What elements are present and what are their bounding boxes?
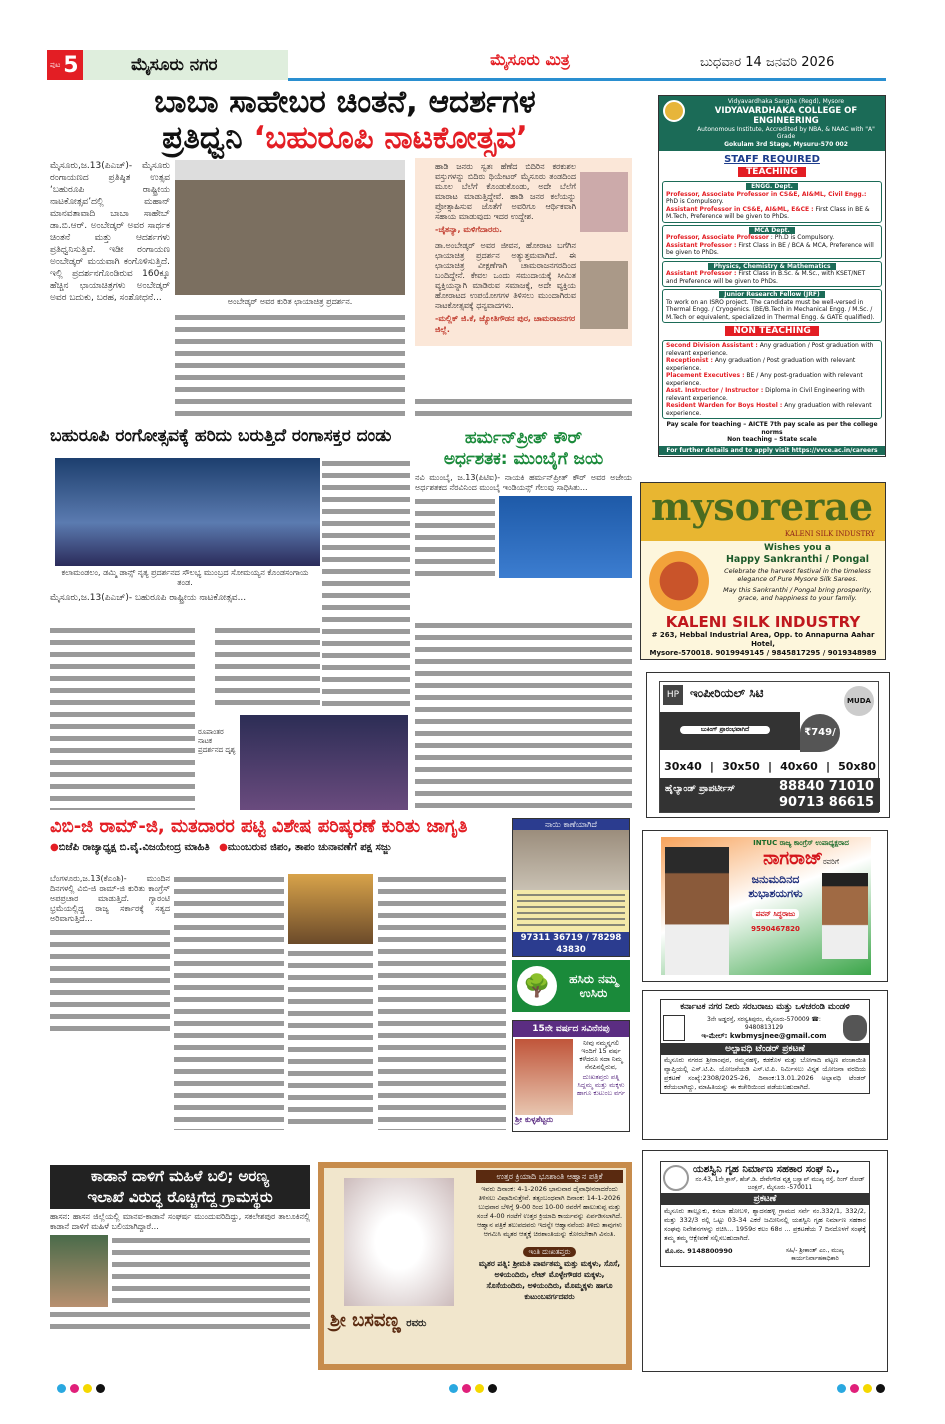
story3-header	[50, 816, 510, 854]
vvce-nt-position	[666, 372, 878, 387]
memorial-row	[513, 1037, 629, 1127]
obituary-photo	[344, 1178, 454, 1306]
imperial-company: ಹೈಲ್ಯಾಂಡ್ ಪ್ರಾಪರ್ಟೀಸ್	[665, 784, 736, 794]
vvce-dept-title: MCA Dept.	[749, 227, 795, 234]
pavan-photo	[822, 873, 868, 959]
mysorerae-contact: Mysore-570018. 9019949145 / 9845817295 / 9019348989	[649, 649, 877, 657]
vvce-addr: Gokulam 3rd Stage, Mysuru-570 002	[724, 140, 848, 148]
story4-columns-2	[50, 1309, 310, 1333]
tender-body: ಮೈಸೂರು ನಗರದ ಶ್ರೀರಾಂಪುರ, ರಮ್ಮನಹಳ್ಳಿ, ಕಡಕೊಳ ಮತ್ತು ಬೋಗಾದಿ ಪಟ್ಟಣ ಪಂಚಾಯಿತಿ ವ್ಯಾಪ್ತಿಯಲ್ಲಿ ಎಸ್.ಟಿ.ಪಿ. ಯೋಜನೆಯಡಿ ಎಸ್.ಟಿ.ಪಿ. ನಿರ್ಮಿಸಲು ವಿಸ್ತೃತ ಯೋಜನಾ ವರದಿಯ ಪ್ರಕಟಣೆ ಸಂಖ್ಯೆ:2308/2025-26, ದಿನಾಂಕ:13.01.2026 ಅಲ್ಪಾವಧಿ ಟೆಂಡರ್ ಕರೆಯಲಾಗಿದ್ದು, ಮಾಹಿತಿಯನ್ನು ಈ ಕಚೇರಿಯಿಂದ ಪಡೆಯಬಹುದಾಗಿದೆ.	[664, 1056, 866, 1091]
nagaraj-ad	[642, 830, 888, 982]
story4-headline-1: ಕಾಡಾನೆ ದಾಳಿಗೆ ಮಹಿಳೆ ಬಲಿ; ಅರಣ್ಯ	[90, 1167, 270, 1185]
dog-ad-details	[517, 892, 625, 930]
vvce-non-teaching-list	[662, 340, 882, 419]
lead-body-columns	[175, 312, 405, 418]
vvce-society: Vidyavardhaka Sangha (Regd), Mysore	[727, 98, 845, 105]
vvce-position-req: Any graduation / Post graduation with relevant experience.	[666, 342, 874, 357]
nagaraj-wish-2: ಶುಭಾಶಯಗಳು	[748, 887, 803, 900]
story4-block	[50, 1165, 310, 1333]
vvce-nt-position	[666, 342, 878, 357]
vvce-position-req: First Class in BE / BCA & MCA, Preference will be given to PhDs.	[666, 241, 874, 256]
memorial-title: 15ನೇ ವರ್ಷದ ಸವಿನೆನಪು	[513, 1021, 629, 1037]
yashaswini-contact: ಮೊ.ನಂ. 9148800990	[665, 1247, 733, 1255]
vvce-logo-icon	[663, 100, 685, 122]
quote-1-author: -ಚೈತನ್ಯಾ, ಮಳಿಗೆದಾರರು.	[435, 225, 503, 234]
section-label: ಮೈಸೂರು ನಗರ	[83, 50, 288, 80]
memorial-photo	[515, 1039, 573, 1115]
date: ಬುಧವಾರ 14 ಜನವರಿ 2026	[700, 55, 835, 70]
vvce-position-title: Assistant Professor in CS&E, AI&ML, E&CE :	[666, 205, 814, 213]
vvce-jrf-title: Junior Research Fellow (JRF)	[719, 291, 824, 298]
mysorerae-ad	[640, 482, 886, 660]
vvce-position-title: Assistant Professor :	[666, 241, 737, 249]
sports-columns	[415, 496, 495, 578]
obituary-title: ಉತ್ತರ ಕ್ರಿಯಾದಿ ಭೂಶಾಂತಿ ಆಹ್ವಾನ ಪತ್ರಿಕೆ	[476, 1170, 623, 1183]
size-option: 30x40	[664, 760, 702, 773]
lead-headline-1: ಬಾಬಾ ಸಾಹೇಬರ ಚಿಂತನೆ, ಆದರ್ಶಗಳ	[154, 84, 536, 120]
story3-body: ಬೆಂಗಳೂರು,ಜ.13(ಕೆಎಂಶಿ)- ಮುಂದಿನ ದಿನಗಳಲ್ಲಿ ವಿಬಿ-ಜಿ ರಾಮ್-ಜಿ ಕುರಿತು ಕಾಂಗ್ರೆಸ್ ಅಪಪ್ರಚಾರ ಮಾಡುತ್ತಿದೆ. ಗ್ಯಾರಂಟಿ ಭ್ರಮೆಯಲ್ಲಿದ್ದ ರಾಜ್ಯ ಸರ್ಕಾರಕ್ಕೆ ಸತ್ಯದ ಅರಿವಾಗುತ್ತಿದೆ...	[50, 874, 170, 923]
quote-1-row	[435, 162, 628, 235]
lead-headline-2	[50, 120, 640, 156]
mysorerae-company: KALENI SILK INDUSTRY	[665, 613, 861, 631]
story3-sub-2: ಮುಂಬರುವ ಜಿಪಂ, ತಾಪಂ ಚುನಾವಣೆಗೆ ಪಕ್ಷ ಸಜ್ಜು	[227, 842, 392, 853]
nagaraj-text	[731, 837, 871, 975]
lead-headline-2a: ಪ್ರತಿಧ್ವನಿ	[162, 120, 254, 156]
vvce-position	[666, 242, 878, 257]
nagaraj-name: ನಾಗರಾಜ್	[763, 848, 823, 869]
vvce-position	[666, 234, 878, 242]
memorial-name: ಶ್ರೀ ಕುಳ್ಳಶೆಟ್ಟರು	[515, 1115, 554, 1124]
yashaswini-body: ಮೈಸೂರು ತಾಲ್ಲೂಕು, ಕಸಬಾ ಹೋಬಳಿ, ಶ್ಯಾದನಹಳ್ಳಿ ಗ್ರಾಮದ ಸರ್ವೆ ನಂ.332/1, 332/2, ಮತ್ತು 332/3 ರಲ್ಲಿ ಒಟ್ಟು 03-34 ಎಕರೆ ಜಮೀನಿನಲ್ಲಿ ಯಶಸ್ವಿನಿ ಗೃಹ ನಿರ್ಮಾಣ ಸಹಕಾರ ಸಂಘವು ನಿವೇಶನಗಳನ್ನು ರಚಿಸಿ... 1959ರ ಕಲಂ 68ರ ... ಪ್ರಕಟಣೆಯ 7 ದಿನದೊಳಗೆ ಸಂಘಕ್ಕೆ ತಮ್ಮ ತಮ್ಮ ಆಕ್ಷೇಪಣೆ ಸಲ್ಲಿಸಬಹುದಾಗಿದೆ.	[664, 1207, 866, 1242]
story2-headline: ಬಹುರೂಪಿ ರಂಗೋತ್ಸವಕ್ಕೆ ಹರಿದು ಬರುತ್ತಿದೆ ರಂಗಾಸಕ್ತರ ದಂಡು	[50, 426, 392, 446]
vvce-position-req: : Ph.D is Compulsory.	[768, 234, 835, 241]
vvce-dept-section	[662, 181, 882, 223]
vvce-position-req: Any graduation / Post graduation with relevant experience.	[666, 357, 856, 372]
quotes-box	[415, 158, 632, 346]
story2-text-block	[50, 568, 320, 604]
story2-photo-caption: ಕಲಾಮಂಡಲಂ, ಡಮ್ಮಿ ಡಾನ್ಸ್ ನೃತ್ಯ ಪ್ರದರ್ಶನದ ಸೌಲಭ್ಯ ಮುಂಬ್ರದ ಸೋಮಯ್ಯನ ಕೊಂಡಸಂಗಾಯ ತಂಡ.	[61, 568, 309, 587]
obituary-name-row	[330, 1310, 470, 1331]
lead-headline	[50, 84, 640, 156]
vvce-position-req: Diploma in Civil Engineering with relevant experience.	[666, 387, 865, 402]
story4-headline-box	[50, 1165, 310, 1209]
yashaswini-seal-icon	[663, 1165, 689, 1191]
vvce-position	[666, 270, 878, 285]
vvce-position-req: Any graduation with relevant experience.	[666, 402, 872, 417]
vvce-position-title: Placement Executives :	[666, 372, 745, 379]
quote-2-row	[435, 241, 628, 335]
story2-columns	[50, 625, 195, 810]
vvce-position-title: Assistant Professor :	[666, 270, 737, 277]
vvce-position-req: First Class in B.Sc. & M.Sc., with KSET/NET and Preference will be given to PhDs.	[666, 270, 866, 285]
mysorerae-line-2: May this Sankranthi / Pongal bring prosperity, grace, and happiness to your family.	[723, 586, 872, 602]
vvce-position-title: Resident Warden for Boys Hostel :	[666, 402, 783, 409]
vvce-position-title: Professor, Associate Professor in CS&E, AI&ML, Civil Engg.:	[666, 190, 867, 198]
nagaraj-name-row	[731, 848, 871, 873]
obituary-mourners: ಮೃತರ ಪತ್ನಿ: ಶ್ರೀಮತಿ ಪಾರ್ವತಮ್ಮ ಮತ್ತು ಮಕ್ಕಳು, ಸೊಸೆ, ಅಳಿಯಂದಿರು, ಲೇಟ್ ಮೊಳ್ಳೇಗೌಡರ ಮಕ್ಕಳು, ಸೊಸೆಯಂದಿರು, ಅಳಿಯಂದಿರು, ಮೊಮ್ಮಕ್ಕಳು ಹಾಗೂ ಕುಟುಂಬವರ್ಗದವರು	[478, 1259, 621, 1301]
vvce-apply-link[interactable]: For further details and to apply visit https://vvce.ac.in/careers	[659, 446, 885, 456]
obituary-name: ಶ್ರೀ ಬಸವಣ್ಣ	[330, 1310, 401, 1331]
vvce-position	[666, 191, 878, 206]
story3-subheads: ●ಬಿಜೆಪಿ ರಾಜ್ಯಾಧ್ಯಕ್ಷ ಬಿ.ವೈ.ವಿಜಯೇಂದ್ರ ಮಾಹಿತಿ ●ಮುಂಬರುವ ಜಿಪಂ, ತಾಪಂ ಚುನಾವಣೆಗೆ ಪಕ್ಷ ಸಜ್ಜು	[50, 842, 392, 853]
imperial-footer	[660, 778, 880, 812]
tender-addr: 3ನೇ ಅಡ್ಡರಸ್ತೆ, ಸರಸ್ವತಿಪುರಂ, ಮೈಸೂರು-570009 ☎: 9480813129	[707, 1015, 821, 1031]
nagaraj-photo	[665, 847, 729, 975]
karnataka-map-icon	[843, 1015, 867, 1041]
mysorerae-middle	[641, 541, 885, 611]
obituary-ad	[318, 1162, 632, 1370]
imperial-logo: HP	[663, 685, 683, 705]
vvce-position	[666, 206, 878, 221]
memorial-ad	[512, 1020, 630, 1132]
story2-photo-2	[240, 715, 408, 810]
vvce-position-title: Second Division Assistant :	[666, 342, 758, 349]
quote-2-photo	[580, 261, 628, 329]
vvce-position-req: PhD is Compulsory.	[666, 198, 724, 205]
dog-photo	[513, 830, 629, 890]
tender-title: ಕರ್ನಾಟಕ ನಗರ ನೀರು ಸರಬರಾಜು ಮತ್ತು ಒಳಚರಂಡಿ ಮಂಡಳಿ	[680, 1002, 850, 1012]
yashaswini-title: ಯಶಸ್ವಿನಿ ಗೃಹ ನಿರ್ಮಾಣ ಸಹಕಾರ ಸಂಘ ನಿ.,	[693, 1164, 840, 1175]
quote-1: ಹಾಡಿ ಜನರು ಸ್ವತಃ ಹೆಣೆದ ಬಿದಿರಿನ ಕರಕುಶಲ ವಸ್ತುಗಳನ್ನು ಬಿದಿರು ಥಿಯೇಟರ್ ಮೈಸೂರು ತಂಡದಿಂದ ಮೂಲ ಬೆಲೆಗೆ ಕೊಂಡುಕೊಂಡು, ಅದೇ ಬೆಲೆಗೆ ಮಾರಾಟ ಮಾಡುತ್ತಿದ್ದೇವೆ. ಹಾಡಿ ಜನರ ಕಲೆಯನ್ನು ಪ್ರೋತ್ಸಾಹಿಸುವ ಜೊತೆಗೆ ಅವರಿಗೂ ಆರ್ಥಿಕವಾಗಿ ಸಹಾಯ ಮಾಡುವುದು ಇದರ ಉದ್ದೇಶ.	[435, 162, 576, 221]
nagaraj-suffix: ರವರಿಗೆ	[822, 858, 839, 866]
vvce-dept-title: ENGG. Dept.	[746, 183, 798, 190]
mysorerae-banner	[641, 483, 885, 541]
vvce-position-title: Professor, Associate Professor	[666, 234, 769, 241]
obituary-right	[474, 1168, 626, 1364]
vvce-dept-section	[662, 261, 882, 288]
nagaraj-line-1: INTUC ರಾಜ್ಯ ಕಾಂಗ್ರೆಸ್ ಉಪಾಧ್ಯಕ್ಷರಾದ	[753, 839, 849, 847]
imperial-title: ಇಂಪೀರಿಯಲ್ ಸಿಟಿ	[690, 686, 764, 700]
mysorerae-brand-sub: KALENI SILK INDUSTRY	[784, 530, 875, 538]
quote-2-author: -ಮಲ್ಲಿಕ್ ಜಿ.ಕೆ, ಜ್ಯೋತಿಗೌಡನ ಪುರ, ಚಾಮರಾಜನಗರ ಜಿಲ್ಲೆ.	[435, 314, 576, 334]
vvce-nt-position	[666, 402, 878, 417]
tree-icon: 🌳	[517, 966, 557, 1006]
mysorerae-brand: mysorerae	[651, 484, 874, 529]
masthead: ಮೈಸೂರು ಮಿತ್ರ	[490, 50, 570, 69]
vvce-dept-section	[662, 225, 882, 259]
lead-photo	[175, 160, 405, 295]
vvce-nt-position	[666, 357, 878, 372]
vvce-jrf-text: To work on an ISRO project. The candidate must be well-versed in Thermal Engg. / Cryogenics. (BE/B.Tech in Mechanical Engg. / M.Sc. / M.Tech or equivalent, specialized in Thermal Engg. & GATE qualified).	[666, 298, 875, 321]
lead-headline-2b: ‘ಬಹುರೂಪಿ ನಾಟಕೋತ್ಸವ’	[253, 120, 528, 156]
vvce-pay-2: Non teaching – State scale	[727, 436, 817, 443]
yashaswini-addr: ನಂ.43, 1ನೇ ಕ್ರಾಸ್, ಹೆಚ್.ಡಿ. ದೇವೇಗೌಡ ವೃತ್ತ ಬಸ್ಸ್ಟಾಪ್ ಮುಖ್ಯ ರಸ್ತೆ, ರಿಂಗ್ ರೋಡ್ ಜಂಕ್ಷನ್, ಮೈಸೂರು -570011	[695, 1176, 865, 1191]
obituary-mourners-title: ಇಂತಿ ದುಃಖತಪ್ತರು	[523, 1247, 577, 1257]
story3-col-2	[174, 874, 284, 1130]
imperial-badge: MUDA	[844, 686, 874, 716]
page-number-box	[47, 50, 83, 80]
size-option: 50x80	[838, 760, 876, 773]
story3-col-1	[50, 927, 170, 1037]
nagaraj-wish-1: ಜನುಮದಿನದ	[751, 873, 800, 886]
header-rule	[288, 78, 886, 81]
vvce-position-title: Receptionist :	[666, 357, 713, 364]
obituary-left	[324, 1168, 474, 1364]
memorial-text: ನೀವು ನಮ್ಮನ್ನಗಲಿ ಇಂದಿಗೆ 15 ವರ್ಷ ಕಳೆದರೂ ಸದಾ ನಿಮ್ಮ ನೆನಪಿನಲ್ಲಿರುವ,	[579, 1039, 623, 1071]
nagaraj-from: ಪವನ್ ಸಿದ್ಧರಾಜು	[752, 909, 800, 919]
sports-block	[415, 428, 632, 578]
tender-notice: ಅಲ್ಪಾವಧಿ ಟೆಂಡರ್ ಪ್ರಕಟಣೆ	[661, 1043, 869, 1055]
vvce-staff: STAFF REQUIRED	[724, 154, 820, 165]
vvce-accr: Autonomous Institute, Accredited by NBA, & NAAC with "A" Grade	[697, 125, 875, 140]
vvce-header	[659, 96, 885, 151]
size-option: 40x60	[780, 760, 818, 773]
hasiru-ad	[512, 960, 630, 1012]
story3-col-4	[378, 874, 506, 1130]
imperial-booking: ಬುಕಿಂಗ್ ಪ್ರಾರಂಭವಾಗಿದೆ	[680, 726, 770, 734]
vvce-position-title: Asst. Instructor / Instructor :	[666, 387, 764, 394]
story2-photo2-caption: ರೂಪಾಂತರ ನಾಟಕ ಪ್ರದರ್ಶನದ ದೃಶ್ಯ	[198, 728, 236, 754]
registration-dots-center	[447, 1378, 499, 1397]
sports-columns-2	[415, 620, 632, 810]
sports-photo-row	[415, 496, 632, 578]
quote-2: ಡಾ.ಅಂಬೇಡ್ಕರ್ ಅವರ ಜೀವನ, ಹೋರಾಟ ಬಗೆಗಿನ ಛಾಯಾಚಿತ್ರ ಪ್ರದರ್ಶನ ಅತ್ಯುತ್ತಮವಾಗಿದೆ. ಈ ಛಾಯಾಚಿತ್ರ ವೀಕ್ಷಣೆಗಾಗಿ ಚಾಮರಾಜನಗರದಿಂದ ಬಂದಿದ್ದೇನೆ. ಕೇವಲ ಒಂದು ಸಮುದಾಯಕ್ಕೆ ಸೀಮಿತ ವ್ಯಕ್ತಿಯನ್ನಾಗಿ ಮಾಡಿರುವ ಸಮಾಜಕ್ಕೆ, ಅದೇ ವ್ಯಕ್ತಿಯ ಹೋರಾಟದ ಉಪಯೋಗಗಳ ತಿಳಿಸಲು ಮುಂದಾಗಿರುವ ನಾಟಕೋತ್ಸವಕ್ಕೆ ಧನ್ಯವಾದಗಳು.	[435, 241, 576, 310]
vvce-dept-title: Physics, Chemistry & Mathematics	[708, 263, 835, 270]
page-number: 5	[63, 52, 79, 78]
sports-headline-2: ಅರ್ಧಶತಕ: ಮುಂಬೈಗೆ ಜಯ	[443, 449, 604, 469]
sports-photo	[499, 496, 632, 578]
vvce-jrf	[662, 289, 882, 323]
vvce-ad	[658, 95, 886, 457]
tender-email: ಇ-ಮೇಲ್: kwbmysjnee@gmail.com	[701, 1031, 827, 1040]
tender-logo-icon	[663, 1015, 685, 1041]
story4-photo-row	[50, 1235, 310, 1307]
mysorerae-wish-1: Wishes you a	[763, 543, 832, 553]
mysorerae-wish-2: Happy Sankranthi / Pongal	[725, 554, 870, 565]
vvce-position-req: BE / Any post-graduation with relevant experience.	[666, 372, 863, 387]
obituary-body: ಇವರು ದಿನಾಂಕ: 4-1-2026 ಭಾನುವಾರ ದೈವಾಧೀನರಾದರೆಂದು ತಿಳಿಸಲು ವಿಷಾದಿಸುತ್ತೇವೆ. ತತ್ಸಂಬಂಧವಾಗಿ ದಿನಾಂಕ: 14-1-2026 ಬುಧವಾರ ಬೆಳಿಗ್ಗೆ 9-00 ರಿಂದ 10-00 ರವರೆಗೆ ಹಾಲುತುಪ್ಪ ಮತ್ತು ಸಂಜೆ 4-00 ಗಂಟೆಗೆ ಉತ್ತರ ಕ್ರಿಯಾದಿ ಕಾರ್ಯವನ್ನು ಏರ್ಪಡಿಸಲಾಗಿದೆ. ಆಹ್ವಾನ ಪತ್ರಿಕೆ ತಲುಪದವರು ಇದನ್ನೇ ಆಹ್ವಾನವೆಂದು ತಿಳಿದು ತಾವುಗಳು ಆಗಮಿಸಿ ಮೃತರ ಆತ್ಮಕ್ಕೆ ಚಿರಶಾಂತಿಯನ್ನು ಕೋರಬೇಕಾಗಿ ವಿನಂತಿ.	[476, 1185, 623, 1238]
vvce-pay-1: Pay scale for teaching – AICTE 7th pay scale as per the college norms	[666, 421, 878, 436]
vvce-nt-position	[666, 387, 878, 402]
sports-body: ನವಿ ಮುಂಬೈ, ಜ.13(ಪಿಟಿಐ)- ನಾಯಕಿ ಹರ್ಮನ್‌ಪ್ರೀತ್ ಕೌರ್ ಅವರ ಅಜೇಯ ಅರ್ಧಶತಕದ ನೆರವಿನಿಂದ ಮುಂಬೈ ಇಂಡಿಯನ್ಸ್ ಗೆಲುವು ಸಾಧಿಸಿತು...	[415, 473, 632, 492]
imperial-sizes: 30x40 | 30x50 | 40x60 | 50x80	[664, 760, 876, 773]
vvce-sections	[659, 181, 885, 287]
yashaswini-ad	[642, 1150, 888, 1372]
mysorerae-line-1: Celebrate the harvest festival in the timeless elegance of Pure Mysore Silk Sarees.	[724, 567, 871, 583]
size-option: 30x50	[722, 760, 760, 773]
registration-dots-right	[835, 1378, 887, 1397]
dog-ad-phone: 97311 36719 / 78298 43830	[513, 932, 629, 956]
imperial-price: ₹749/	[800, 714, 840, 752]
quote-1-photo	[580, 172, 628, 232]
hasiru-text: ಹಸಿರು ನಮ್ಮ ಉಸಿರು	[569, 972, 618, 1000]
story4-headline-2: ಇಲಾಖೆ ವಿರುದ್ಧ ರೊಚ್ಚಿಗೆದ್ದ ಗ್ರಾಮಸ್ಥರು	[87, 1188, 273, 1206]
vvce-name: VIDYAVARDHAKA COLLEGE OF ENGINEERING	[714, 105, 858, 126]
story4-columns	[112, 1235, 310, 1307]
sports-headline-1: ಹರ್ಮನ್‌ಪ್ರೀತ್ ಕೌರ್	[464, 428, 583, 448]
lead-body: ಮೈಸೂರು,ಜ.13(ಪಿಎಚ್)- ಮೈಸೂರು ರಂಗಾಯಣದ ಪ್ರತಿಷ್ಠಿತ ಉತ್ಸವ ‘ಬಹುರೂಪಿ ರಾಷ್ಟ್ರೀಯ ನಾಟಕೋತ್ಸವ’ದಲ್ಲಿ ಮಹಾನ್ ಮಾನವತಾವಾದಿ ಬಾಬಾ ಸಾಹೇಬ್ ಡಾ.ಬಿ.ಆರ್. ಅಂಬೇಡ್ಕರ್ ಅವರ ಸಾರ್ಥಕ ಚಿಂತನೆ ಮತ್ತು ಆದರ್ಶಗಳು ಪ್ರತಿಧ್ವನಿಸುತ್ತಿವೆ. ಇಡೀ ರಂಗಾಯಣ ಅಂಬೇಡ್ಕರ್ ಮಯವಾಗಿ ಕಂಗೊಳಿಸುತ್ತಿದೆ. ಇಲ್ಲಿ ಪ್ರದರ್ಶನಗೊಂಡಿರುವ 160ಕ್ಕೂ ಹೆಚ್ಚಿನ ಛಾಯಾಚಿತ್ರಗಳು ಅಂಬೇಡ್ಕರ್ ಅವರ ಬದುಕು, ಬರಹ, ಸಂಶೋಧನೆ...	[50, 161, 170, 303]
tender-ad	[642, 990, 888, 1140]
story4-body: ಹಾಸನ: ಹಾಸನ ಜಿಲ್ಲೆಯಲ್ಲಿ ಮಾನವ-ಕಾಡಾನೆ ಸಂಘರ್ಷ ಮುಂದುವರಿದಿದ್ದು, ಸಕಲೇಶಪುರ ತಾಲೂಕಿನಲ್ಲಿ ಕಾಡಾನೆ ದಾಳಿಗೆ ಮಹಿಳೆ ಬಲಿಯಾಗಿದ್ದಾರೆ...	[50, 1212, 310, 1231]
story3-col-3	[288, 948, 373, 1130]
story3-headline: ವಿಬಿ-ಜಿ ರಾಮ್-ಜಿ, ಮತದಾರರ ಪಟ್ಟಿ ವಿಶೇಷ ಪರಿಷ್ಕರಣೆ ಕುರಿತು ಜಾಗೃತಿ	[50, 816, 468, 837]
vvce-teaching: TEACHING	[738, 167, 806, 177]
story4-photo	[50, 1235, 108, 1307]
story2-body: ಮೈಸೂರು,ಜ.13(ಪಿಎಚ್)- ಬಹುರೂಪಿ ರಾಷ್ಟ್ರೀಯ ನಾಟಕೋತ್ಸವ...	[50, 593, 247, 603]
vvce-position-req: First Class in BE & M.Tech, Preference will be given to PhDs.	[666, 205, 870, 220]
story2-photo	[55, 458, 320, 566]
yashaswini-sign: ಸಹಿ/- ಶ್ರೀಕಾಂತ್ ಎಂ., ಮುಖ್ಯ ಕಾರ್ಯನಿರ್ವಾಹಕಾಧಿಕಾರಿ	[785, 1247, 845, 1262]
story3-sub-1: ಬಿಜೆಪಿ ರಾಜ್ಯಾಧ್ಯಕ್ಷ ಬಿ.ವೈ.ವಿಜಯೇಂದ್ರ ಮಾಹಿತಿ	[58, 842, 210, 853]
lead-photo-caption: ಅಂಬೇಡ್ಕರ್ ಅವರ ಕುರಿತ ಛಾಯಾಚಿತ್ರ ಪ್ರದರ್ಶನ.	[227, 297, 353, 306]
imperial-phone-2: 90713 86615	[779, 795, 874, 810]
page-label: ಪುಟ	[50, 60, 61, 69]
lead-body-tail	[415, 396, 632, 420]
dog-missing-ad	[512, 818, 630, 957]
yashaswini-notice: ಪ್ರಕಟಣೆ	[661, 1193, 869, 1205]
vvce-non-teaching: NON TEACHING	[725, 326, 819, 336]
mysorerae-address: # 263, Hebbal Industrial Area, Opp. to Annapurna Aahar Hotel,	[651, 631, 875, 648]
memorial-from: ದುಃಖತಪ್ತರು ಪತ್ನಿ ಸಿದ್ದಮ್ಮ ಮತ್ತು ಮಕ್ಕಳು ಹಾಗೂ ಕುಟುಂಬ ವರ್ಗ	[576, 1073, 626, 1097]
story3-photo	[288, 874, 373, 944]
imperial-phone-1: 88840 71010	[779, 779, 874, 794]
imperial-city-ad	[646, 672, 890, 818]
registration-dots-left	[55, 1378, 107, 1397]
story3-col-1-block	[50, 874, 170, 1037]
pongal-pot-icon	[649, 551, 709, 611]
dog-ad-title: ನಾಯಿ ಕಾಣೆಯಾಗಿದೆ	[513, 819, 629, 830]
story2-col-mid	[215, 625, 320, 710]
story2-col-right	[322, 458, 410, 708]
obituary-suffix: ರವರು	[406, 1318, 427, 1329]
nagaraj-phone: 9590467820	[751, 925, 800, 933]
